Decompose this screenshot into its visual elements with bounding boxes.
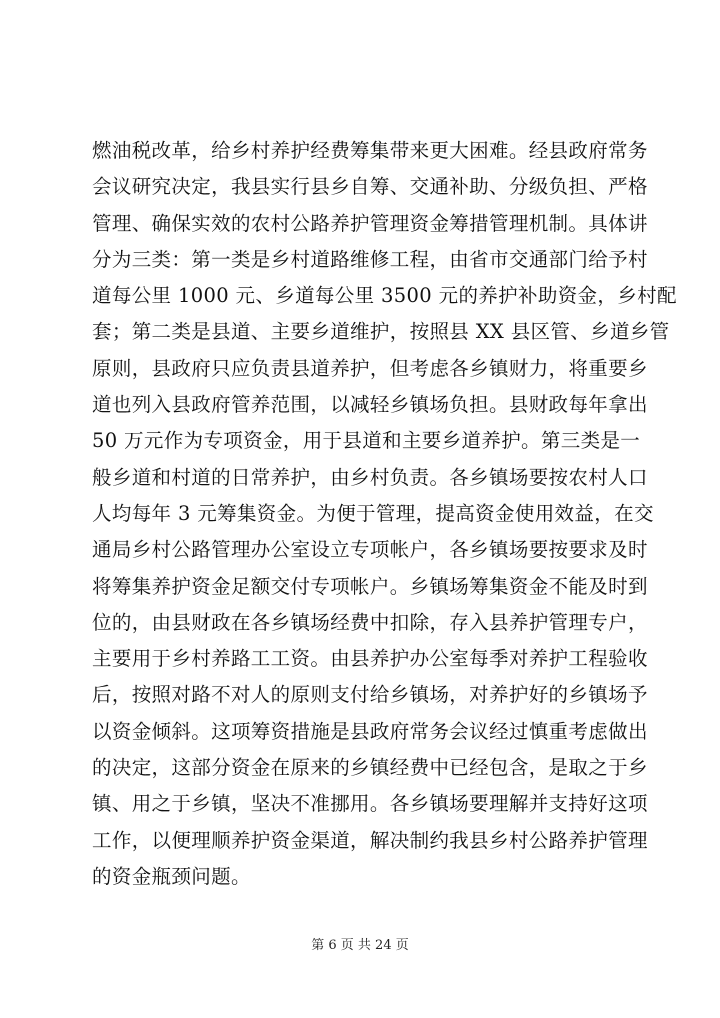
text-line: 道每公里 1000 元、乡道每公里 3500 元的养护补助资金，乡村配: [92, 284, 677, 308]
text-line: 以资金倾斜。这项筹资措施是县政府常务会议经过慎重考虑做出: [92, 719, 648, 743]
text-line: 分为三类：第一类是乡村道路维修工程，由省市交通部门给予村: [92, 247, 648, 271]
text-line: 镇、用之于乡镇，坚决不准挪用。各乡镇场要理解并支持好这项: [92, 792, 648, 816]
text-line: 人均每年 3 元筹集资金。为便于管理，提高资金使用效益，在交: [92, 501, 654, 525]
text-line: 50 万元作为专项资金，用于县道和主要乡道养护。第三类是一: [92, 429, 641, 453]
text-line: 燃油税改革，给乡村养护经费筹集带来更大困难。经县政府常务: [92, 139, 648, 162]
text-line: 管理、确保实效的农村公路养护管理资金筹措管理机制。具体讲: [92, 211, 648, 235]
text-line: 工作，以便理顺养护资金渠道，解决制约我县乡村公路养护管理: [92, 828, 648, 852]
text-line: 套；第二类是县道、主要乡道维护，按照县 XX 县区管、乡道乡管: [92, 320, 670, 344]
text-line: 将筹集养护资金足额交付专项帐户。乡镇场筹集资金不能及时到: [92, 574, 648, 598]
page-number-footer: 第 6 页 共 24 页: [311, 938, 409, 953]
text-line: 主要用于乡村养路工工资。由县养护办公室每季对养护工程验收: [92, 647, 648, 671]
text-line: 位的，由县财政在各乡镇场经费中扣除，存入县养护管理专户，: [92, 610, 648, 634]
body-paragraph: [92, 133, 677, 895]
text-line: 般乡道和村道的日常养护，由乡村负责。各乡镇场要按农村人口: [92, 465, 648, 489]
text-line: 道也列入县政府管养范围，以减轻乡镇场负担。县财政每年拿出: [92, 393, 648, 417]
text-line: 通局乡村公路管理办公室设立专项帐户，各乡镇场要按要求及时: [92, 538, 648, 562]
text-line: 的资金瓶颈问题。: [92, 864, 251, 888]
text-line: 的决定，这部分资金在原来的乡镇经费中已经包含，是取之于乡: [92, 756, 648, 780]
text-line: 原则，县政府只应负责县道养护，但考虑各乡镇财力，将重要乡: [92, 356, 648, 380]
text-line: 会议研究决定，我县实行县乡自筹、交通补助、分级负担、严格: [92, 175, 648, 199]
text-line: 后，按照对路不对人的原则支付给乡镇场，对养护好的乡镇场予: [92, 683, 648, 707]
